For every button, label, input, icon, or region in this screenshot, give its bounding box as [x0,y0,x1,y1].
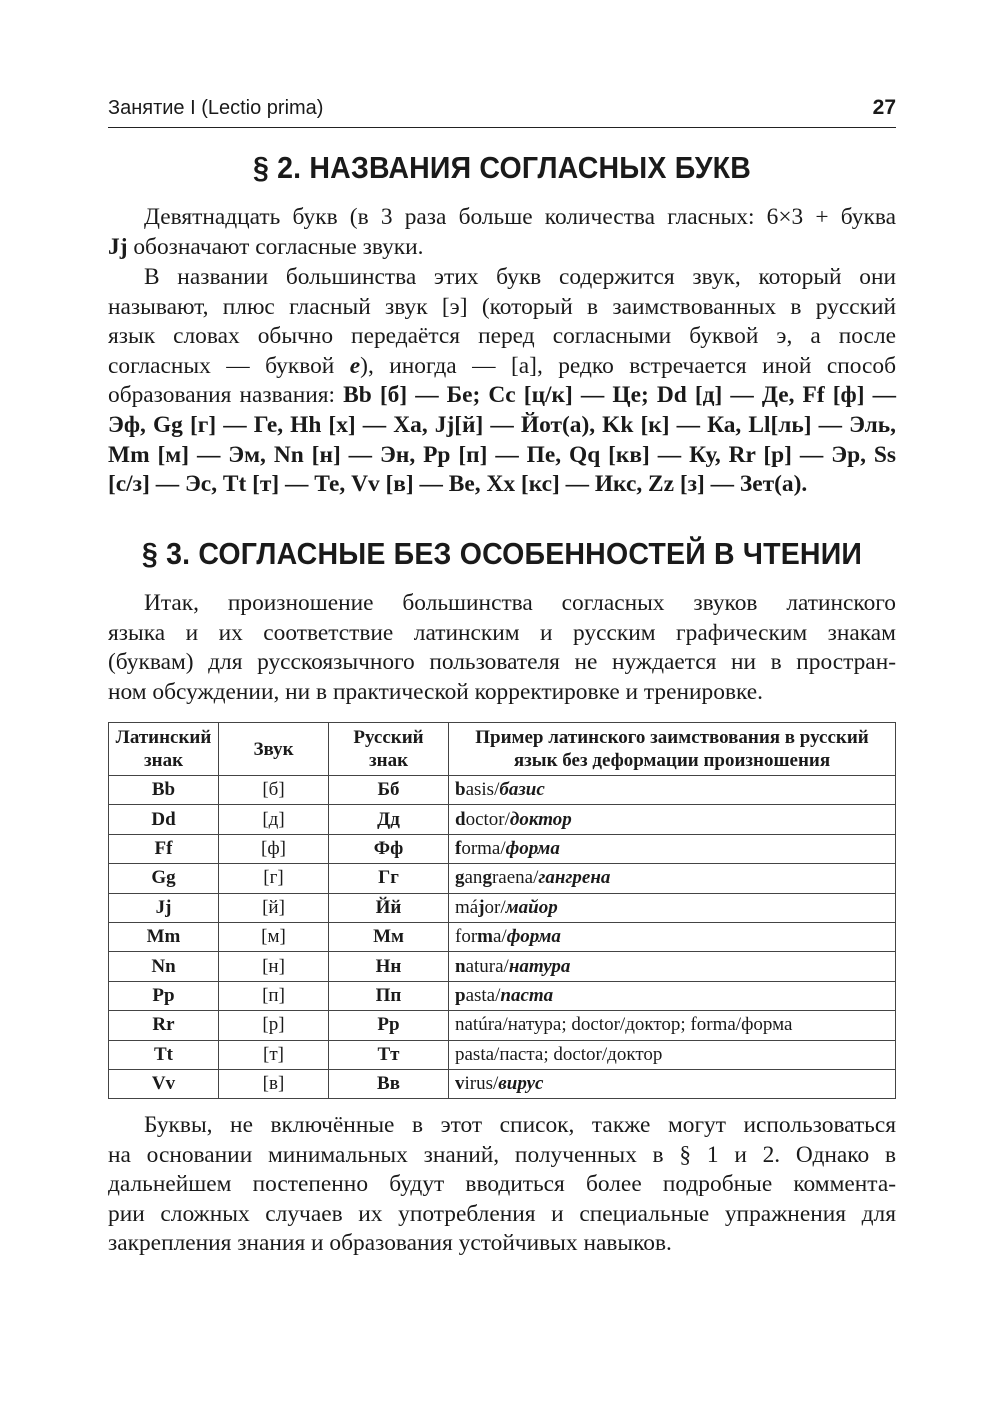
header-latin [109,723,219,776]
running-head-title: Занятие I (Lectio prima) [108,97,324,119]
example [449,1069,896,1098]
latin-word: octor/ [465,808,510,830]
running-head [108,97,896,128]
table-header-row [109,723,896,776]
latin-word: an [464,867,483,889]
text-line: закрепления знания и образования устойчивых навыков. [108,1230,672,1257]
text-line [108,381,896,411]
example [449,893,896,922]
latin-sign: Rr [109,1011,219,1040]
text-line: Буквы, не включённые в этот список, также могут использоваться [144,1112,896,1138]
text-line: ном обсуждении, ни в практической корректировке и тренировке. [108,678,763,705]
russian-word: базис [499,779,545,801]
highlight: m [477,926,493,948]
russian-sign: Пп [329,981,449,1010]
russian-word: форма [505,837,560,859]
russian-word: натура [508,955,571,977]
highlight: b [455,779,466,801]
letter-e: е [349,352,361,379]
russian-word: паста [500,984,554,1006]
highlight: n [455,955,466,977]
final-paragraph [108,1111,896,1259]
latin-sign: Pp [109,981,219,1010]
latin-sign: Gg [109,864,219,893]
highlight: g [455,867,465,889]
text-fragment: согласных — буквой [108,352,350,379]
russian-sign: Нн [329,952,449,981]
latin-sign: Ff [109,834,219,863]
text-line: на основании минимальных знаний, полученных в § 1 и 2. Однако в [108,1141,896,1168]
highlight: d [455,808,466,830]
text-line [108,233,896,263]
highlight: g [482,867,492,889]
text-line: языка и их соответствие латинским и русским графическим знакам [108,619,896,646]
text-line: Итак, произношение большинства согласных звуков латинского [144,590,896,616]
table-row [109,1069,896,1098]
text-line: Девятнадцать букв (в 3 раза больше количества гласных: 6×3 + буква [144,204,896,230]
table-row [109,834,896,863]
example [449,922,896,951]
page-number: 27 [872,96,896,119]
sound: [п] [219,981,329,1010]
text-line: называют, плюс гласный звук [э] (который в заимствованных в русский [108,293,896,320]
header-russian [329,723,449,776]
example [449,834,896,863]
latin-word: asis/ [465,779,500,801]
text-line: дальнейшем постепенно будут вводиться более подробные коммента- [108,1171,896,1198]
header-text: Пример латинского заимствования в русский [475,727,869,748]
russian-word: гангрена [538,867,611,889]
sound: [м] [219,922,329,951]
text-line: рии сложных случаев их употребления и специальные упражнения для [108,1200,896,1227]
russian-word: вирус [498,1073,544,1095]
sound: [й] [219,893,329,922]
sound: [б] [219,776,329,805]
latin-word: irus/ [464,1073,499,1095]
russian-sign: Рр [329,1011,449,1040]
header-text: Латинский [115,727,212,748]
table-row [109,981,896,1010]
latin-word: or/ [484,896,506,918]
russian-word: доктор [509,808,572,830]
table-row [109,1011,896,1040]
sound: [в] [219,1069,329,1098]
letter-names-line: Mm [м] — Эм, Nn [н] — Эн, Pp [п] — Пе, Qq [кв] — Ку, Rr [р] — Эр, Ss [108,441,896,468]
russian-sign: Тт [329,1040,449,1069]
russian-sign: Гг [329,864,449,893]
latin-word: a/ [492,926,507,948]
highlight: j [478,896,485,918]
text-line [108,352,896,382]
text-line: (буквам) для русскоязычного пользователя не нуждается ни в простран- [108,649,896,676]
latin-sign: Bb [109,776,219,805]
russian-word: майор [505,896,558,918]
example: natúra/натура; doctor/доктор; forma/форма [449,1011,896,1040]
latin-word: raena/ [491,867,539,889]
section-3-heading: § 3. СОГЛАСНЫЕ БЕЗ ОСОБЕННОСТЕЙ В ЧТЕНИИ [141,536,863,571]
latin-sign: Nn [109,952,219,981]
highlight: v [455,1073,465,1095]
latin-sign: Vv [109,1069,219,1098]
table-row [109,1040,896,1069]
latin-word: orma/ [461,837,506,859]
latin-word: asta/ [465,984,501,1006]
sound: [д] [219,805,329,834]
consonants-table [108,722,896,1099]
header-text: Русский [353,727,424,748]
example [449,952,896,981]
highlight: p [455,984,466,1006]
header-example [449,723,896,776]
section-2-paragraph-1 [108,203,896,262]
latin-sign: Jj [109,893,219,922]
text-fragment: образования названия: [108,382,344,409]
header-text: знак [143,750,184,771]
latin-sign: Mm [109,922,219,951]
table-row [109,864,896,893]
sound: [т] [219,1040,329,1069]
header-text: знак [368,750,409,771]
table-row [109,776,896,805]
text-line: язык словах обычно передаётся перед согласными буквой э, а после [108,323,896,350]
text-fragment: ), иногда — [а], редко встречается иной способ [360,352,897,379]
russian-word: форма [506,926,561,948]
latin-word: for [455,926,478,948]
latin-sign: Dd [109,805,219,834]
table-row [109,893,896,922]
example [449,805,896,834]
section-2-heading: § 2. НАЗВАНИЯ СОГЛАСНЫХ БУКВ [252,150,752,185]
russian-sign: Мм [329,922,449,951]
letter-names: Bb [б] — Бе; Cc [ц/к] — Це; Dd [д] — Де, Ff [ф] — [343,382,896,409]
example: pasta/паста; doctor/доктор [449,1040,896,1069]
table-row [109,922,896,951]
latin-sign: Tt [109,1040,219,1069]
text-line: В названии большинства этих букв содержится звук, который они [144,264,896,290]
header-sound: Звук [219,723,329,776]
russian-sign: Фф [329,834,449,863]
russian-sign: Йй [329,893,449,922]
example [449,864,896,893]
sound: [ф] [219,834,329,863]
russian-sign: Вв [329,1069,449,1098]
sound: [г] [219,864,329,893]
russian-sign: Бб [329,776,449,805]
latin-word: atura/ [465,955,509,977]
table-row [109,805,896,834]
highlight: f [455,837,462,859]
russian-sign: Дд [329,805,449,834]
letter-names-line: [с/з] — Эс, Tt [т] — Те, Vv [в] — Ве, Xx [кс] — Икс, Zz [з] — Зет(а). [108,471,808,498]
section-3-paragraph-1 [108,589,896,707]
section-2-paragraph-2 [108,263,896,500]
table-row [109,952,896,981]
text-fragment: обозначают согласные звуки. [127,233,424,260]
header-text: язык без деформации произношения [513,750,831,771]
letter-jj: Jj [108,233,128,260]
example [449,981,896,1010]
sound: [р] [219,1011,329,1040]
latin-word: má [455,896,479,918]
letter-names-line: Эф, Gg [г] — Ге, Hh [х] — Ха, Jj[й] — Йот(а), Kk [к] — Ка, Ll[ль] — Эль, [108,411,896,438]
sound: [н] [219,952,329,981]
example [449,776,896,805]
